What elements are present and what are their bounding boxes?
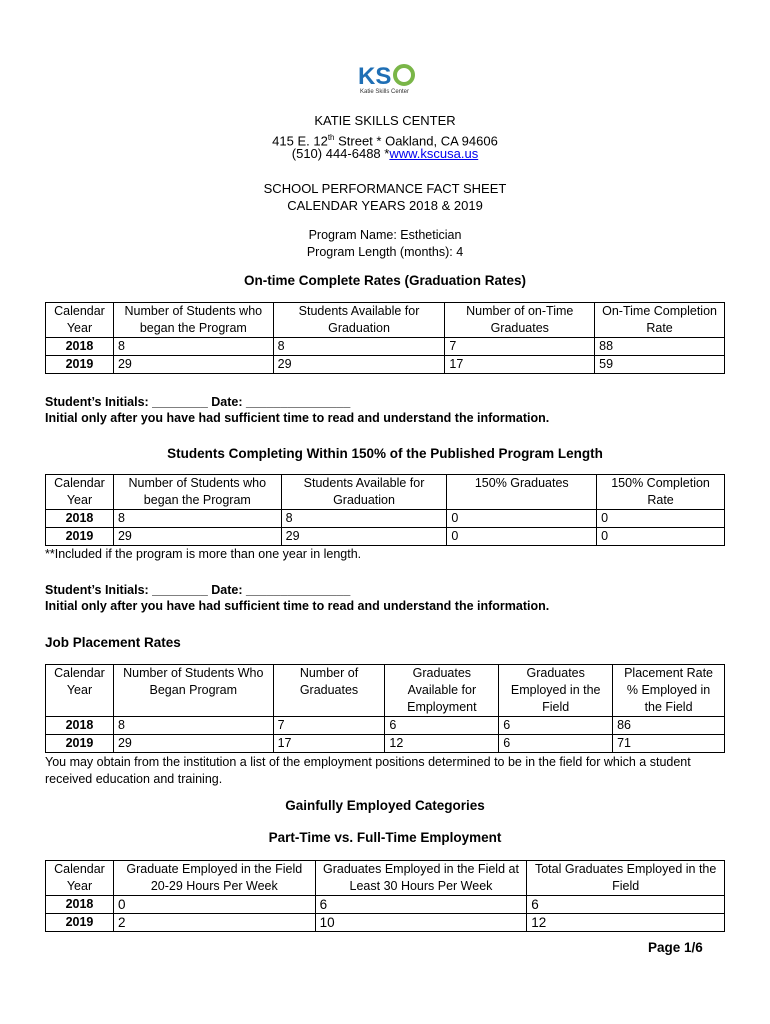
gainful-header-row: Calendar Year Graduate Employed in the Field 20-29 Hours Per Week Graduates Employed in the Field at Least 30 Hours Per Week Total Graduates Employed in the Field — [46, 861, 725, 896]
table-row: 2019 29 29 17 59 — [46, 356, 725, 374]
completion150-table — [45, 474, 725, 546]
col-calendar-year: Calendar Year — [46, 303, 114, 338]
placement-note: You may obtain from the institution a list of the employment positions determined to be in the field for which a student received education and training. — [45, 755, 691, 786]
col-students-began: Number of Students who began the Program — [113, 303, 273, 338]
svg-text:Katie Skills Center: Katie Skills Center — [360, 89, 410, 95]
gainful-title: Gainfully Employed Categories — [285, 798, 485, 813]
placement-table — [45, 664, 725, 753]
graduation-table — [45, 302, 725, 374]
table-row: 2018 0 6 6 — [46, 896, 725, 914]
gainful-subtitle: Part-Time vs. Full-Time Employment — [268, 830, 502, 845]
website-link[interactable]: www.kscusa.us — [389, 146, 479, 161]
org-address: 415 E. 12th Street * Oakland, CA 94606 — [272, 133, 498, 149]
col-completion-rate: On-Time Completion Rate — [595, 303, 725, 338]
completion150-header-row: Calendar Year Number of Students who began the Program Students Available for Graduation 150% Graduates 150% Completion Rate — [46, 475, 725, 510]
org-name: KATIE SKILLS CENTER — [314, 113, 456, 128]
doc-years: CALENDAR YEARS 2018 & 2019 — [287, 198, 483, 213]
ksc-logo — [356, 60, 416, 96]
col-available: Students Available for Graduation — [273, 303, 445, 338]
doc-title: SCHOOL PERFORMANCE FACT SHEET — [263, 181, 507, 196]
table-row: 2018 8 8 7 88 — [46, 338, 725, 356]
graduation-title: On-time Complete Rates (Graduation Rates) — [243, 273, 527, 288]
placement-header-row: Calendar Year Number of Students Who Began Program Number of Graduates Graduates Available for Employment Graduates Employed in the Field Placement Rate % Employed in the Field — [46, 665, 725, 717]
svg-text:KS: KS — [358, 63, 392, 90]
initials-line-2: Student’s Initials: ________ Date: _______________ — [45, 583, 351, 597]
graduation-header-row — [46, 303, 725, 338]
table-row: 2018 8 7 6 6 86 — [46, 717, 725, 735]
table-row: 2019 2 10 12 — [46, 914, 725, 932]
page-number: Page 1/6 — [648, 940, 703, 955]
table-row: 2018 8 8 0 0 — [46, 510, 725, 528]
initials-line: Student’s Initials: ________ Date: _______________ — [45, 395, 351, 409]
table-row: 2019 29 29 0 0 — [46, 528, 725, 546]
org-contact: (510) 444-6488 *www.kscusa.us — [291, 146, 479, 161]
placement-title: Job Placement Rates — [45, 635, 181, 650]
completion150-title: Students Completing Within 150% of the Published Program Length — [167, 446, 603, 461]
completion150-footnote: **Included if the program is more than one year in length. — [45, 547, 362, 561]
program-name: Program Name: Esthetician — [308, 228, 462, 242]
gainful-table — [45, 860, 725, 932]
table-row: 2019 29 17 12 6 71 — [46, 735, 725, 753]
initials-note-2: Initial only after you have had sufficient time to read and understand the information. — [45, 599, 550, 613]
program-length: Program Length (months): 4 — [306, 245, 464, 259]
initials-note: Initial only after you have had sufficient time to read and understand the information. — [45, 411, 550, 425]
col-ontime-graduates: Number of on-Time Graduates — [445, 303, 595, 338]
